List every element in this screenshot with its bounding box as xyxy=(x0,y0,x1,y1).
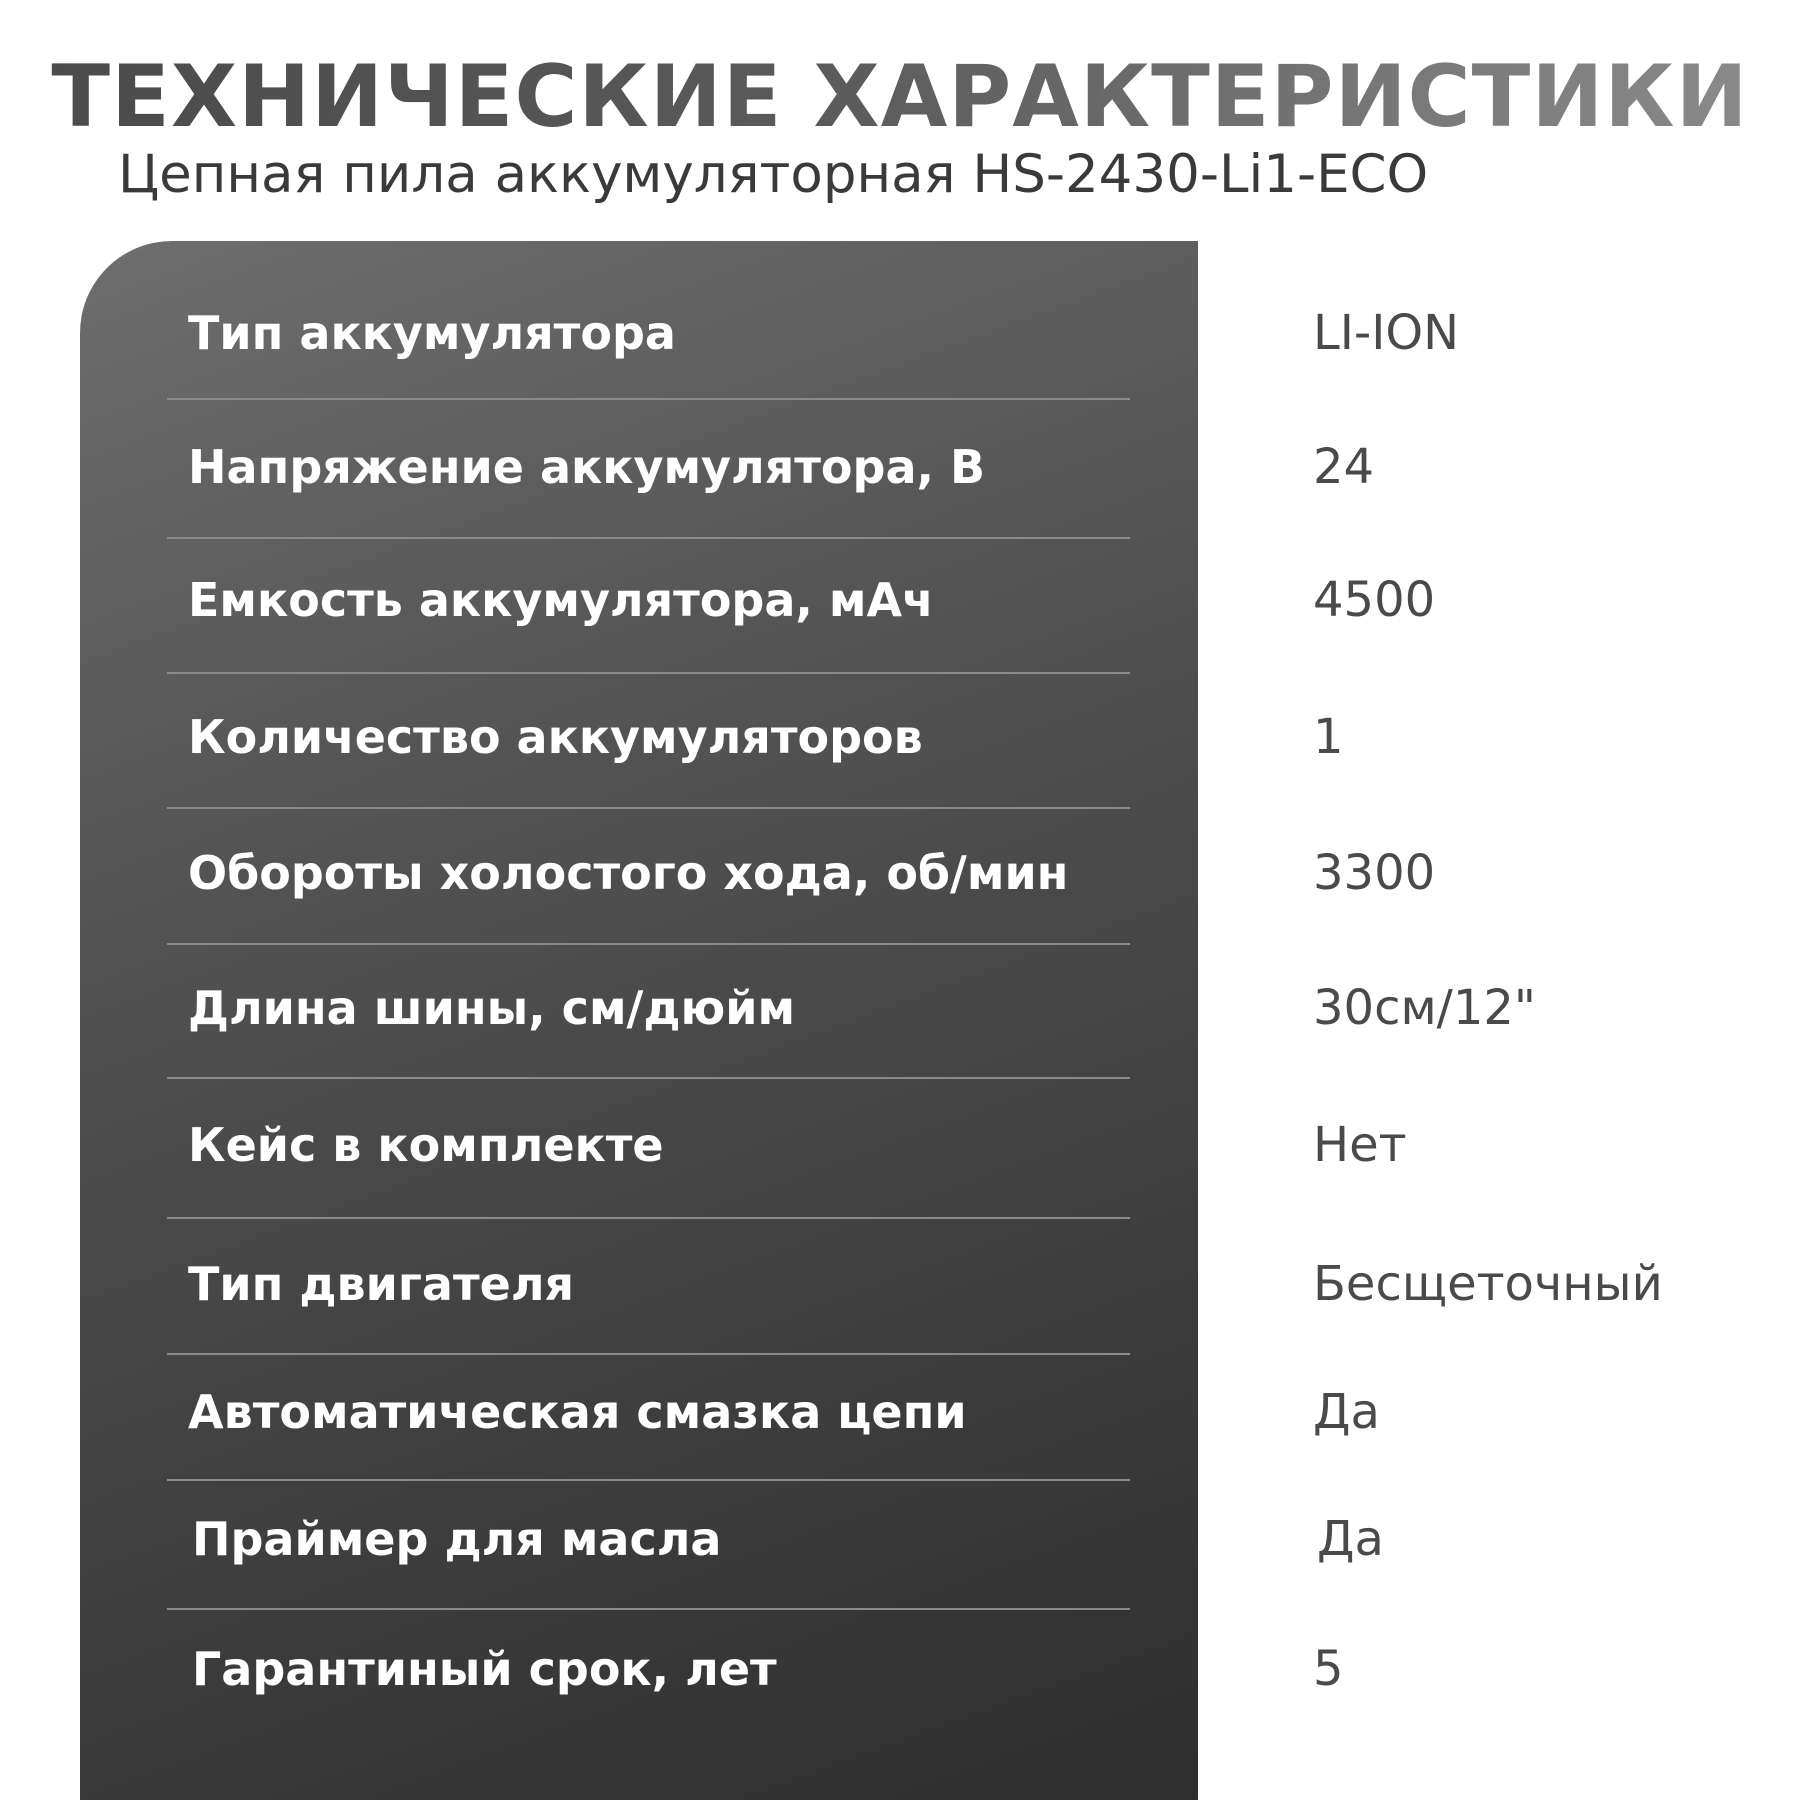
row-divider xyxy=(167,1608,1130,1610)
spec-label: Праймер для масла xyxy=(192,1512,722,1566)
row-divider xyxy=(167,537,1130,539)
spec-row-motor-type xyxy=(0,1244,1800,1324)
spec-label: Автоматическая смазка цепи xyxy=(188,1385,967,1439)
spec-row-case xyxy=(0,1105,1800,1185)
spec-row-battery-type xyxy=(0,293,1800,373)
spec-value: 1 xyxy=(1313,709,1344,765)
spec-label: Обороты холостого хода, об/мин xyxy=(188,846,1069,900)
spec-label: Количество аккумуляторов xyxy=(188,710,923,764)
spec-row-oil-primer xyxy=(0,1499,1800,1579)
row-divider xyxy=(167,943,1130,945)
spec-value: Да xyxy=(1317,1511,1384,1567)
spec-row-bar-length xyxy=(0,968,1800,1048)
spec-row-battery-count xyxy=(0,697,1800,777)
spec-label: Емкость аккумулятора, мАч xyxy=(188,573,934,627)
product-name: Цепная пила аккумуляторная HS-2430-Li1-ECO xyxy=(118,144,1429,205)
spec-value: Да xyxy=(1313,1384,1380,1440)
spec-row-voltage xyxy=(0,427,1800,507)
spec-value: 30см/12" xyxy=(1313,980,1537,1036)
row-divider xyxy=(167,1479,1130,1481)
row-divider xyxy=(167,1217,1130,1219)
spec-value: Бесщеточный xyxy=(1313,1256,1663,1312)
row-divider xyxy=(167,672,1130,674)
spec-row-warranty xyxy=(0,1629,1800,1709)
spec-value: Нет xyxy=(1313,1117,1407,1173)
spec-label: Тип аккумулятора xyxy=(188,306,676,360)
spec-value: 5 xyxy=(1313,1641,1344,1697)
row-divider xyxy=(167,1077,1130,1079)
row-divider xyxy=(167,1353,1130,1355)
row-divider xyxy=(167,807,1130,809)
row-divider xyxy=(167,398,1130,400)
spec-value: LI-ION xyxy=(1313,305,1460,361)
spec-value: 3300 xyxy=(1313,845,1436,901)
spec-label: Тип двигателя xyxy=(188,1257,575,1311)
spec-label: Длина шины, см/дюйм xyxy=(188,981,796,1035)
spec-value: 4500 xyxy=(1313,572,1436,628)
spec-value: 24 xyxy=(1313,439,1375,495)
spec-row-auto-lubrication xyxy=(0,1372,1800,1452)
spec-row-capacity xyxy=(0,560,1800,640)
spec-row-rpm xyxy=(0,833,1800,913)
spec-label: Кейс в комплекте xyxy=(188,1118,664,1172)
spec-label: Гарантиный срок, лет xyxy=(192,1642,777,1696)
spec-label: Напряжение аккумулятора, В xyxy=(188,440,986,494)
page-title: ТЕХНИЧЕСКИЕ ХАРАКТЕРИСТИКИ xyxy=(0,42,1800,152)
